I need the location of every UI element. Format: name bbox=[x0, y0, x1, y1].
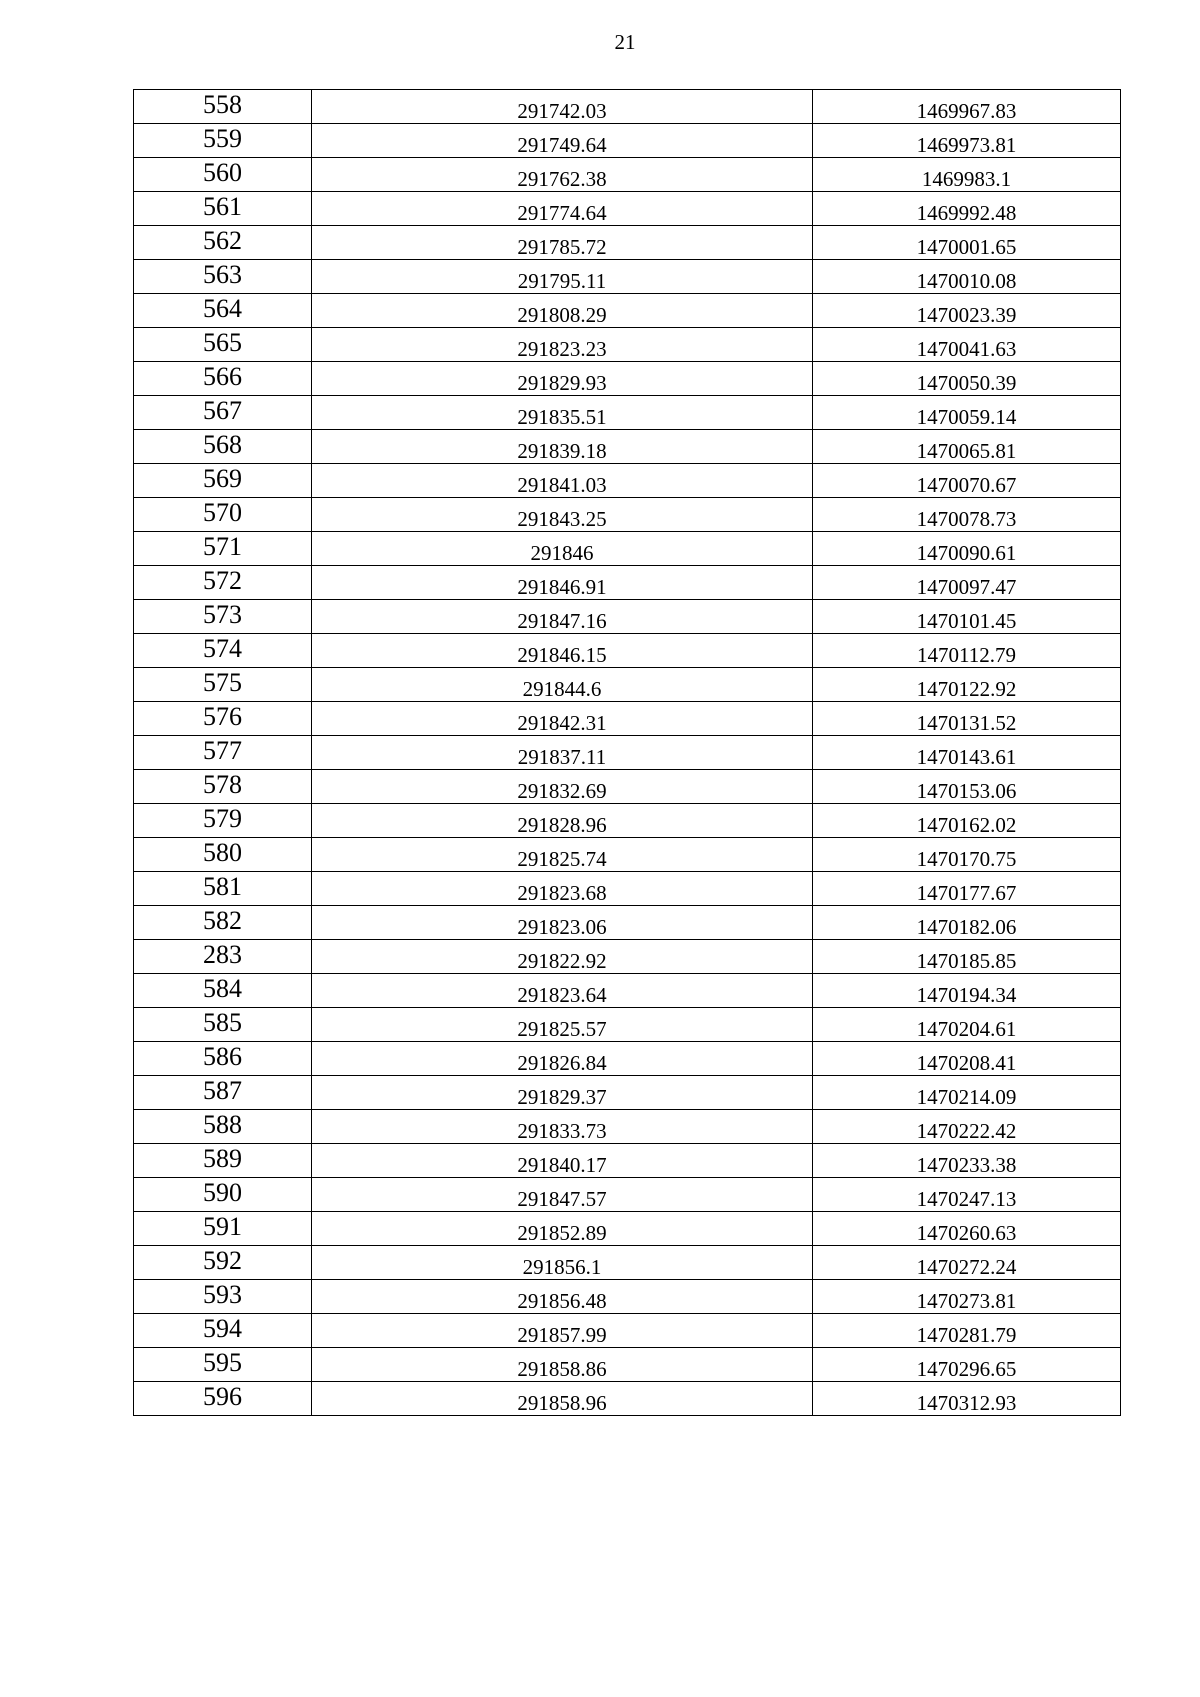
x-coordinate-cell: 291823.68 bbox=[312, 872, 813, 906]
point-number-cell: 589 bbox=[134, 1144, 312, 1178]
x-coordinate-cell: 291847.57 bbox=[312, 1178, 813, 1212]
x-coordinate-cell: 291833.73 bbox=[312, 1110, 813, 1144]
point-number-cell: 567 bbox=[134, 396, 312, 430]
table-row bbox=[134, 328, 1121, 362]
y-coordinate-cell: 1470070.67 bbox=[813, 464, 1121, 498]
y-coordinate-cell: 1470177.67 bbox=[813, 872, 1121, 906]
x-coordinate-cell: 291762.38 bbox=[312, 158, 813, 192]
y-coordinate-cell: 1470059.14 bbox=[813, 396, 1121, 430]
point-number-cell: 581 bbox=[134, 872, 312, 906]
x-coordinate-cell: 291843.25 bbox=[312, 498, 813, 532]
point-number-cell: 566 bbox=[134, 362, 312, 396]
y-coordinate-cell: 1470170.75 bbox=[813, 838, 1121, 872]
x-coordinate-cell: 291774.64 bbox=[312, 192, 813, 226]
point-number-cell: 560 bbox=[134, 158, 312, 192]
table-row bbox=[134, 1246, 1121, 1280]
table-row bbox=[134, 1144, 1121, 1178]
x-coordinate-cell: 291846.15 bbox=[312, 634, 813, 668]
point-number-cell: 578 bbox=[134, 770, 312, 804]
table-row bbox=[134, 974, 1121, 1008]
y-coordinate-cell: 1470296.65 bbox=[813, 1348, 1121, 1382]
x-coordinate-cell: 291858.96 bbox=[312, 1382, 813, 1416]
point-number-cell: 595 bbox=[134, 1348, 312, 1382]
x-coordinate-cell: 291749.64 bbox=[312, 124, 813, 158]
table-row bbox=[134, 1008, 1121, 1042]
point-number-cell: 564 bbox=[134, 294, 312, 328]
y-coordinate-cell: 1470272.24 bbox=[813, 1246, 1121, 1280]
point-number-cell: 593 bbox=[134, 1280, 312, 1314]
y-coordinate-cell: 1470222.42 bbox=[813, 1110, 1121, 1144]
y-coordinate-cell: 1470185.85 bbox=[813, 940, 1121, 974]
y-coordinate-cell: 1470260.63 bbox=[813, 1212, 1121, 1246]
table-row bbox=[134, 532, 1121, 566]
point-number-cell: 587 bbox=[134, 1076, 312, 1110]
y-coordinate-cell: 1470233.38 bbox=[813, 1144, 1121, 1178]
point-number-cell: 568 bbox=[134, 430, 312, 464]
point-number-cell: 586 bbox=[134, 1042, 312, 1076]
table-row bbox=[134, 1348, 1121, 1382]
table-row bbox=[134, 1178, 1121, 1212]
table-row bbox=[134, 600, 1121, 634]
y-coordinate-cell: 1470023.39 bbox=[813, 294, 1121, 328]
y-coordinate-cell: 1470010.08 bbox=[813, 260, 1121, 294]
table-row bbox=[134, 872, 1121, 906]
x-coordinate-cell: 291785.72 bbox=[312, 226, 813, 260]
table-row bbox=[134, 226, 1121, 260]
x-coordinate-cell: 291828.96 bbox=[312, 804, 813, 838]
x-coordinate-cell: 291857.99 bbox=[312, 1314, 813, 1348]
table-row bbox=[134, 294, 1121, 328]
y-coordinate-cell: 1470273.81 bbox=[813, 1280, 1121, 1314]
x-coordinate-cell: 291846.91 bbox=[312, 566, 813, 600]
table-row bbox=[134, 464, 1121, 498]
x-coordinate-cell: 291825.57 bbox=[312, 1008, 813, 1042]
x-coordinate-cell: 291832.69 bbox=[312, 770, 813, 804]
point-number-cell: 573 bbox=[134, 600, 312, 634]
y-coordinate-cell: 1470090.61 bbox=[813, 532, 1121, 566]
point-number-cell: 283 bbox=[134, 940, 312, 974]
y-coordinate-cell: 1469983.1 bbox=[813, 158, 1121, 192]
y-coordinate-cell: 1470153.06 bbox=[813, 770, 1121, 804]
x-coordinate-cell: 291823.06 bbox=[312, 906, 813, 940]
page-number: 21 bbox=[614, 30, 636, 54]
y-coordinate-cell: 1469967.83 bbox=[813, 90, 1121, 124]
point-number-cell: 559 bbox=[134, 124, 312, 158]
point-number-cell: 577 bbox=[134, 736, 312, 770]
table-row bbox=[134, 804, 1121, 838]
point-number-cell: 596 bbox=[134, 1382, 312, 1416]
x-coordinate-cell: 291822.92 bbox=[312, 940, 813, 974]
y-coordinate-cell: 1470143.61 bbox=[813, 736, 1121, 770]
point-number-cell: 574 bbox=[134, 634, 312, 668]
y-coordinate-cell: 1470041.63 bbox=[813, 328, 1121, 362]
coordinates-table bbox=[133, 89, 1121, 1416]
y-coordinate-cell: 1470078.73 bbox=[813, 498, 1121, 532]
table-row bbox=[134, 498, 1121, 532]
point-number-cell: 575 bbox=[134, 668, 312, 702]
point-number-cell: 571 bbox=[134, 532, 312, 566]
table-row bbox=[134, 668, 1121, 702]
y-coordinate-cell: 1470214.09 bbox=[813, 1076, 1121, 1110]
point-number-cell: 592 bbox=[134, 1246, 312, 1280]
table-row bbox=[134, 90, 1121, 124]
table-row bbox=[134, 736, 1121, 770]
table-row bbox=[134, 1042, 1121, 1076]
x-coordinate-cell: 291808.29 bbox=[312, 294, 813, 328]
y-coordinate-cell: 1470065.81 bbox=[813, 430, 1121, 464]
y-coordinate-cell: 1470131.52 bbox=[813, 702, 1121, 736]
point-number-cell: 584 bbox=[134, 974, 312, 1008]
table-row bbox=[134, 1212, 1121, 1246]
x-coordinate-cell: 291823.23 bbox=[312, 328, 813, 362]
x-coordinate-cell: 291823.64 bbox=[312, 974, 813, 1008]
table-row bbox=[134, 124, 1121, 158]
point-number-cell: 563 bbox=[134, 260, 312, 294]
x-coordinate-cell: 291837.11 bbox=[312, 736, 813, 770]
y-coordinate-cell: 1470097.47 bbox=[813, 566, 1121, 600]
x-coordinate-cell: 291856.48 bbox=[312, 1280, 813, 1314]
x-coordinate-cell: 291835.51 bbox=[312, 396, 813, 430]
x-coordinate-cell: 291839.18 bbox=[312, 430, 813, 464]
x-coordinate-cell: 291856.1 bbox=[312, 1246, 813, 1280]
x-coordinate-cell: 291742.03 bbox=[312, 90, 813, 124]
point-number-cell: 565 bbox=[134, 328, 312, 362]
y-coordinate-cell: 1469992.48 bbox=[813, 192, 1121, 226]
x-coordinate-cell: 291844.6 bbox=[312, 668, 813, 702]
table-row bbox=[134, 430, 1121, 464]
point-number-cell: 590 bbox=[134, 1178, 312, 1212]
point-number-cell: 588 bbox=[134, 1110, 312, 1144]
table-row bbox=[134, 158, 1121, 192]
table-row bbox=[134, 1110, 1121, 1144]
y-coordinate-cell: 1470281.79 bbox=[813, 1314, 1121, 1348]
table-row bbox=[134, 260, 1121, 294]
y-coordinate-cell: 1470162.02 bbox=[813, 804, 1121, 838]
table-row bbox=[134, 906, 1121, 940]
point-number-cell: 569 bbox=[134, 464, 312, 498]
y-coordinate-cell: 1470001.65 bbox=[813, 226, 1121, 260]
y-coordinate-cell: 1470312.93 bbox=[813, 1382, 1121, 1416]
y-coordinate-cell: 1470101.45 bbox=[813, 600, 1121, 634]
table-row bbox=[134, 634, 1121, 668]
x-coordinate-cell: 291847.16 bbox=[312, 600, 813, 634]
x-coordinate-cell: 291858.86 bbox=[312, 1348, 813, 1382]
x-coordinate-cell: 291829.93 bbox=[312, 362, 813, 396]
x-coordinate-cell: 291825.74 bbox=[312, 838, 813, 872]
y-coordinate-cell: 1470182.06 bbox=[813, 906, 1121, 940]
table-row bbox=[134, 940, 1121, 974]
x-coordinate-cell: 291846 bbox=[312, 532, 813, 566]
table-row bbox=[134, 396, 1121, 430]
point-number-cell: 562 bbox=[134, 226, 312, 260]
point-number-cell: 582 bbox=[134, 906, 312, 940]
y-coordinate-cell: 1470208.41 bbox=[813, 1042, 1121, 1076]
y-coordinate-cell: 1470050.39 bbox=[813, 362, 1121, 396]
point-number-cell: 558 bbox=[134, 90, 312, 124]
x-coordinate-cell: 291840.17 bbox=[312, 1144, 813, 1178]
y-coordinate-cell: 1469973.81 bbox=[813, 124, 1121, 158]
table-row bbox=[134, 838, 1121, 872]
point-number-cell: 585 bbox=[134, 1008, 312, 1042]
y-coordinate-cell: 1470194.34 bbox=[813, 974, 1121, 1008]
table-row bbox=[134, 566, 1121, 600]
point-number-cell: 591 bbox=[134, 1212, 312, 1246]
table-row bbox=[134, 770, 1121, 804]
y-coordinate-cell: 1470122.92 bbox=[813, 668, 1121, 702]
x-coordinate-cell: 291852.89 bbox=[312, 1212, 813, 1246]
table-row bbox=[134, 1076, 1121, 1110]
y-coordinate-cell: 1470112.79 bbox=[813, 634, 1121, 668]
x-coordinate-cell: 291795.11 bbox=[312, 260, 813, 294]
table-row bbox=[134, 362, 1121, 396]
y-coordinate-cell: 1470247.13 bbox=[813, 1178, 1121, 1212]
point-number-cell: 579 bbox=[134, 804, 312, 838]
x-coordinate-cell: 291829.37 bbox=[312, 1076, 813, 1110]
x-coordinate-cell: 291826.84 bbox=[312, 1042, 813, 1076]
table-row bbox=[134, 1280, 1121, 1314]
point-number-cell: 580 bbox=[134, 838, 312, 872]
point-number-cell: 561 bbox=[134, 192, 312, 226]
y-coordinate-cell: 1470204.61 bbox=[813, 1008, 1121, 1042]
point-number-cell: 570 bbox=[134, 498, 312, 532]
point-number-cell: 572 bbox=[134, 566, 312, 600]
table-row bbox=[134, 1314, 1121, 1348]
table-row bbox=[134, 192, 1121, 226]
table-row bbox=[134, 1382, 1121, 1416]
coordinates-table-body bbox=[134, 90, 1121, 1416]
x-coordinate-cell: 291841.03 bbox=[312, 464, 813, 498]
point-number-cell: 594 bbox=[134, 1314, 312, 1348]
point-number-cell: 576 bbox=[134, 702, 312, 736]
x-coordinate-cell: 291842.31 bbox=[312, 702, 813, 736]
table-row bbox=[134, 702, 1121, 736]
